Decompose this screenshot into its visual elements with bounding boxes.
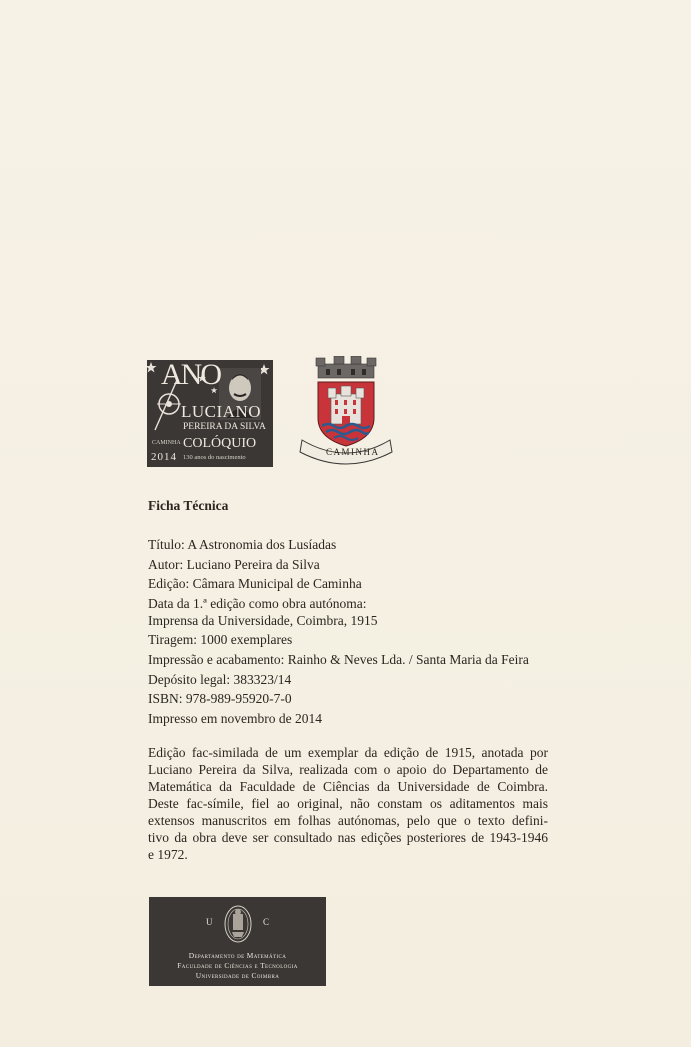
uc-seal-icon bbox=[223, 904, 253, 944]
note-line: Luciano Pereira da Silva, realizada com o apoio do Departamento de bbox=[148, 762, 548, 777]
note-line: extensos manuscritos em folhas autónomas, pelo que o texto defini- bbox=[148, 813, 548, 828]
note-line: Matemática da Faculdade de Ciências da Universidade de Coimbra. bbox=[148, 779, 548, 794]
ficha-tecnica-list bbox=[148, 536, 618, 729]
info-line-printed-date: Impresso em novembro de 2014 bbox=[148, 710, 322, 726]
caminha-coat-of-arms bbox=[296, 356, 396, 466]
facsimile-note bbox=[148, 744, 548, 863]
coloquio-logo bbox=[147, 360, 273, 467]
coloquio-subtitle: 130 anos do nascimento bbox=[183, 454, 246, 461]
info-line-title: Título: A Astronomia dos Lusíadas bbox=[148, 537, 337, 552]
coloquio-year: 2014 bbox=[151, 451, 177, 463]
info-line-isbn: ISBN: 978-989-95920-7-0 bbox=[148, 691, 292, 707]
note-line: tivo da obra deve ser consultado nas edições posteriores de 1943-1946 bbox=[148, 830, 548, 845]
coloquio-name-line1: LUCIANO bbox=[181, 402, 261, 421]
info-line-edition: Edição: Câmara Municipal de Caminha bbox=[148, 576, 362, 592]
coloquio-name-line2: PEREIRA DA SILVA bbox=[183, 422, 266, 432]
info-line-author: Autor: Luciano Pereira da Silva bbox=[148, 556, 320, 572]
info-line-print-run: Tiragem: 1000 exemplares bbox=[148, 632, 293, 648]
coloquio-event: COLÓQUIO bbox=[183, 436, 257, 451]
coloquio-ano-text: ANO bbox=[161, 360, 220, 391]
uc-line-faculty: Faculdade de Ciências e Tecnologia bbox=[177, 961, 298, 970]
ficha-tecnica-heading: Ficha Técnica bbox=[148, 498, 229, 513]
uc-letter-c: C bbox=[263, 917, 271, 927]
uc-department-logo bbox=[149, 897, 326, 986]
info-line-legal-deposit: Depósito legal: 383323/14 bbox=[148, 671, 292, 687]
info-line-printing: Impressão e acabamento: Rainho & Neves Lda. / Santa Maria da Feira bbox=[148, 651, 529, 667]
info-line-first-edition-press: Imprensa da Universidade, Coimbra, 1915 bbox=[148, 612, 378, 628]
coat-of-arms-banner-text: CAMINHA bbox=[326, 447, 380, 457]
uc-letter-u: U bbox=[206, 917, 214, 927]
note-line: Edição fac-similada de um exemplar da edição de 1915, anotada por bbox=[148, 745, 548, 760]
note-line: Deste fac-símile, fiel ao original, não constam os aditamentos mais bbox=[148, 796, 548, 811]
uc-line-university: Universidade de Coimbra bbox=[195, 971, 280, 980]
uc-line-department: Departamento de Matemática bbox=[188, 951, 287, 960]
note-line: e 1972. bbox=[148, 847, 188, 862]
coloquio-place: CAMINHA bbox=[152, 440, 181, 446]
info-line-first-edition-date: Data da 1.ª edição como obra autónoma: bbox=[148, 595, 367, 611]
